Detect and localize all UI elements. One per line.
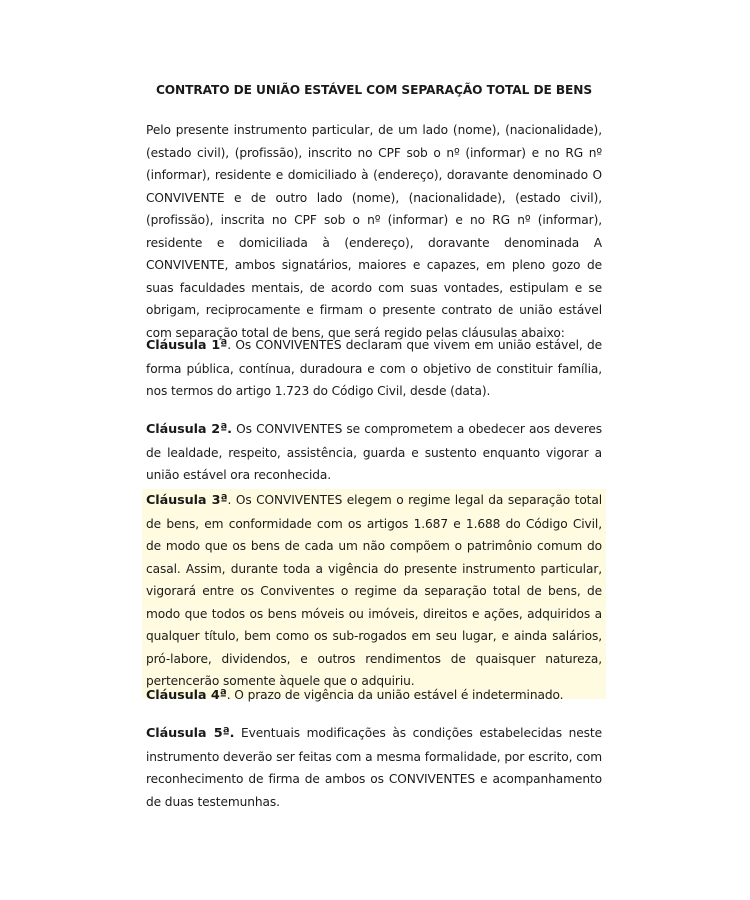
clause-3-paragraph: [142, 489, 606, 699]
clause-3-heading: Cláusula 3ª: [146, 493, 228, 508]
clause-1-paragraph: [146, 334, 602, 403]
clause-2-heading: Cláusula 2ª.: [146, 422, 232, 437]
clause-2-text: Os CONVIVENTES se comprometem a obedecer aos deveres de lealdade, respeito, assistência, guarda e sustento enquanto vigorar a união estável ora reconhecida.: [146, 422, 602, 482]
clause-4-paragraph: [146, 684, 602, 708]
clause-4-text: . O prazo de vigência da união estável é indeterminado.: [226, 688, 564, 702]
clause-3-text: . Os CONVIVENTES elegem o regime legal da separação total de bens, em conformidade com os artigos 1.687 e 1.688 do Código Civil, de modo que os bens de cada um não compõem o patrimônio comum do casal. Assim, durante toda a vigência do presente instrumento particular, vigorará entre os Conviventes o regime da separação total de bens, de modo que todos os bens móveis ou imóveis, direitos e ações, adquiridos a qualquer título, bem como os sub-rogados em seu lugar, e ainda salários, pró-labore, dividendos, e outros rendimentos de quaisquer natureza, pertencerão somente àquele que o adquiriu.: [146, 493, 603, 688]
clause-5-heading: Cláusula 5ª.: [146, 726, 235, 741]
clause-1-heading: Cláusula 1ª: [146, 338, 228, 353]
clause-2-paragraph: [146, 418, 602, 487]
intro-paragraph: Pelo presente instrumento particular, de um lado (nome), (nacionalidade), (estado civil), (profissão), inscrito no CPF sob o nº (informar) e no RG nº (informar), residente e domiciliado à (endereço), doravante denominado O CONVIVENTE e de outro lado (nome), (nacionalidade), (estado civil), (profissão), inscrita no CPF sob o nº (informar) e no RG nº (informar), residente e domiciliada à (endereço), doravante denominada A CONVIVENTE, ambos signatários, maiores e capazes, em pleno gozo de suas faculdades mentais, de acordo com suas vontades, estipulam e se obrigam, reciprocamente e firmam o presente contrato de união estável com separação total de bens, que será regido pelas cláusulas abaixo:: [146, 123, 602, 340]
document-title: CONTRATO DE UNIÃO ESTÁVEL COM SEPARAÇÃO TOTAL DE BENS: [155, 83, 593, 97]
clause-5-paragraph: [146, 722, 602, 813]
clause-5-text: Eventuais modificações às condições estabelecidas neste instrumento deverão ser feitas com a mesma formalidade, por escrito, com reconhecimento de firma de ambos os CONVIVENTES e acompanhamento de duas testemunhas.: [146, 726, 602, 809]
clause-4-heading: Cláusula 4ª: [146, 688, 227, 703]
clause-1-text: . Os CONVIVENTES declaram que vivem em união estável, de forma pública, contínua, duradoura e com o objetivo de constituir família, nos termos do artigo 1.723 do Código Civil, desde (data).: [146, 338, 603, 398]
